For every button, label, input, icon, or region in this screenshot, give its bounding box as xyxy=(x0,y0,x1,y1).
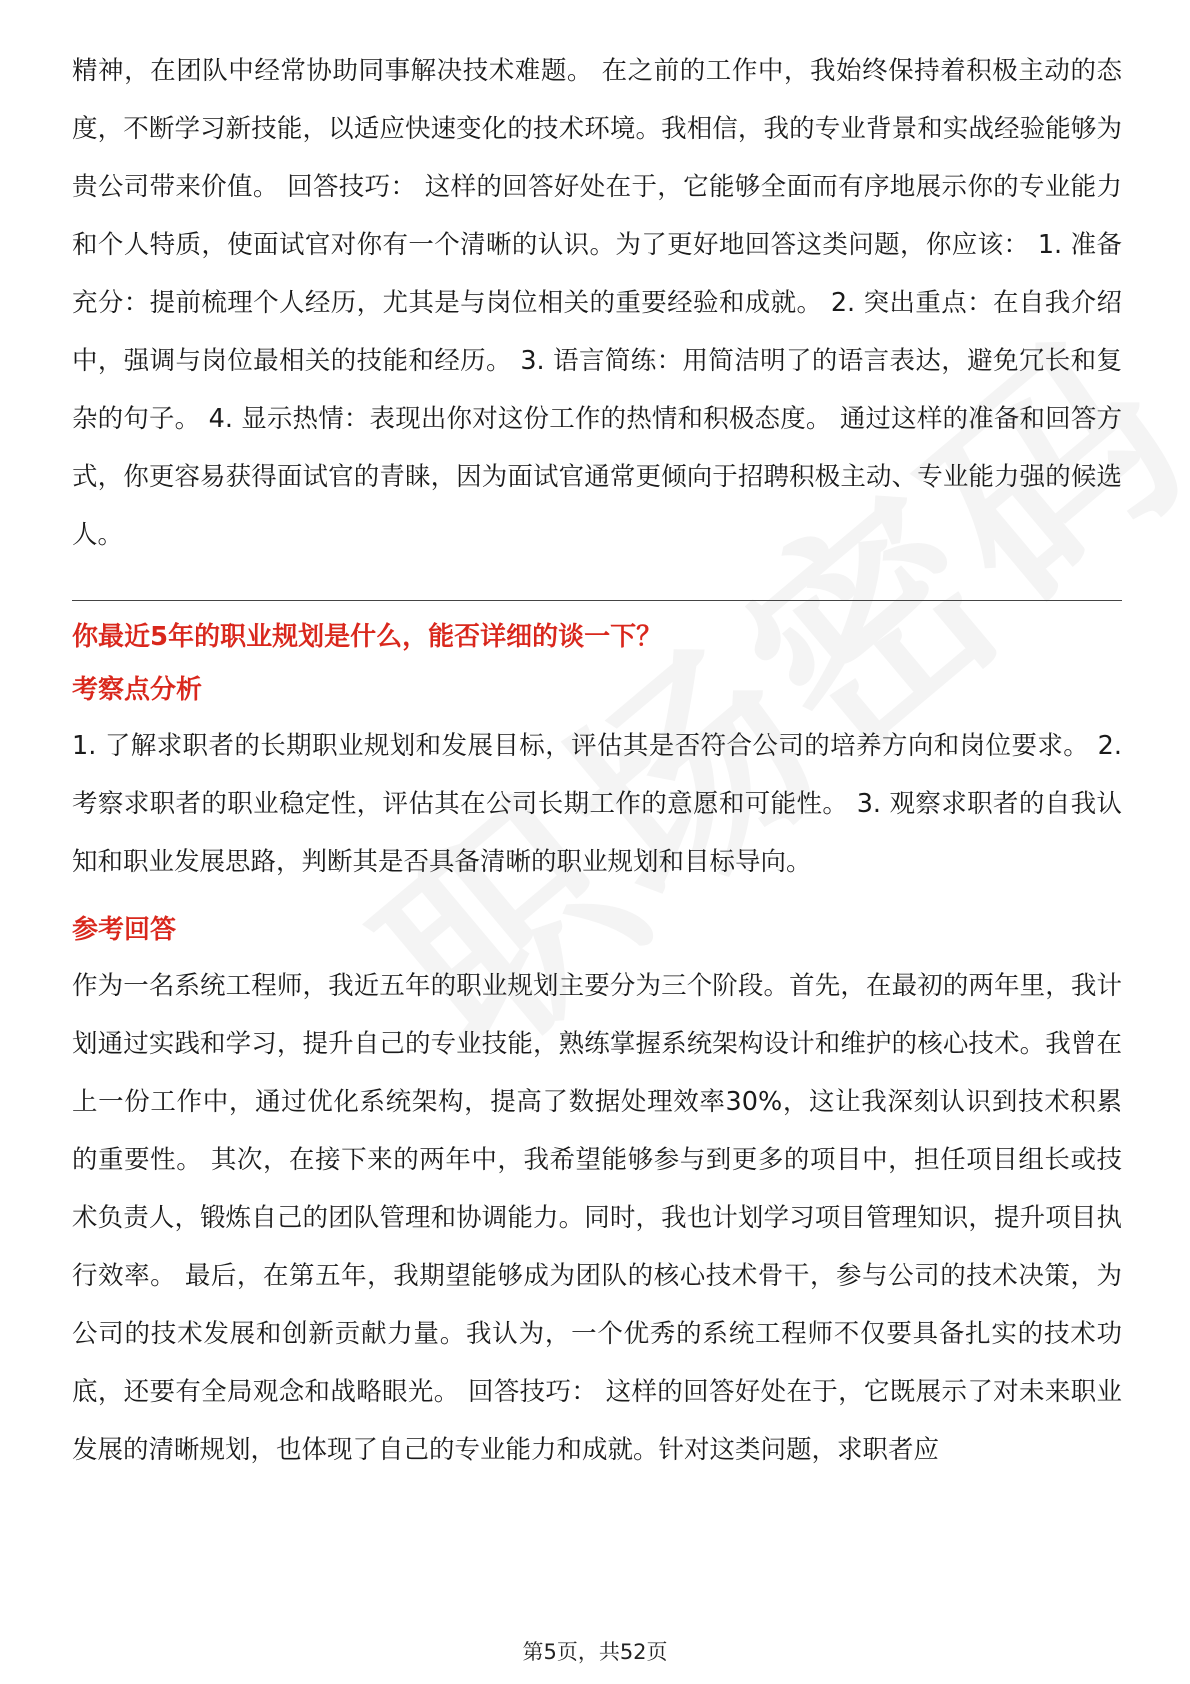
analysis-heading: 考察点分析 xyxy=(72,675,203,705)
section-divider xyxy=(72,600,1122,601)
analysis-paragraph: 1. 了解求职者的长期职业规划和发展目标，评估其是否符合公司的培养方向和岗位要求。 2. 考察求职者的职业稳定性，评估其在公司长期工作的意愿和可能性。 3. 观察求职者的自我认知和职业发展思路，判断其是否具备清晰的职业规划和目标导向。 xyxy=(72,731,1122,877)
page-indicator: 第5页，共52页 xyxy=(522,1640,668,1664)
document-body xyxy=(72,42,1122,1479)
reference-answer-heading: 参考回答 xyxy=(72,915,177,945)
reference-answer-paragraph: 作为一名系统工程师，我近五年的职业规划主要分为三个阶段。首先，在最初的两年里，我计划通过实践和学习，提升自己的专业技能，熟练掌握系统架构设计和维护的核心技术。我曾在上一份工作中，通过优化系统架构，提高了数据处理效率30%，这让我深刻认识到技术积累的重要性。 其次，在接下来的两年中，我希望能够参与到更多的项目中，担任项目组长或技术负责人，锻炼自己的团队管理和协调能力。同时，我也计划学习项目管理知识，提升项目执行效率。 最后，在第五年，我期望能够成为团队的核心技术骨干，参与公司的技术决策，为公司的技术发展和创新贡献力量。我认为，一个优秀的系统工程师不仅要具备扎实的技术功底，还要有全局观念和战略眼光。 回答技巧： 这样的回答好处在于，它既展示了对未来职业发展的清晰规划，也体现了自己的专业能力和成就。针对这类问题，求职者应 xyxy=(72,971,1122,1465)
intro-paragraph: 精神，在团队中经常协助同事解决技术难题。 在之前的工作中，我始终保持着积极主动的态度，不断学习新技能，以适应快速变化的技术环境。我相信，我的专业背景和实战经验能够为贵公司带来价值。 回答技巧： 这样的回答好处在于，它能够全面而有序地展示你的专业能力和个人特质，使面试官对你有一个清晰的认识。为了更好地回答这类问题，你应该： 1. 准备充分：提前梳理个人经历，尤其是与岗位相关的重要经验和成就。 2. 突出重点：在自我介绍中，强调与岗位最相关的技能和经历。 3. 语言简练：用简洁明了的语言表达，避免冗长和复杂的句子。 4. 显示热情：表现出你对这份工作的热情和积极态度。 通过这样的准备和回答方式，你更容易获得面试官的青睐，因为面试官通常更倾向于招聘积极主动、专业能力强的候选人。 xyxy=(72,56,1122,550)
question-heading: 你最近5年的职业规划是什么，能否详细的谈一下？ xyxy=(72,622,663,652)
